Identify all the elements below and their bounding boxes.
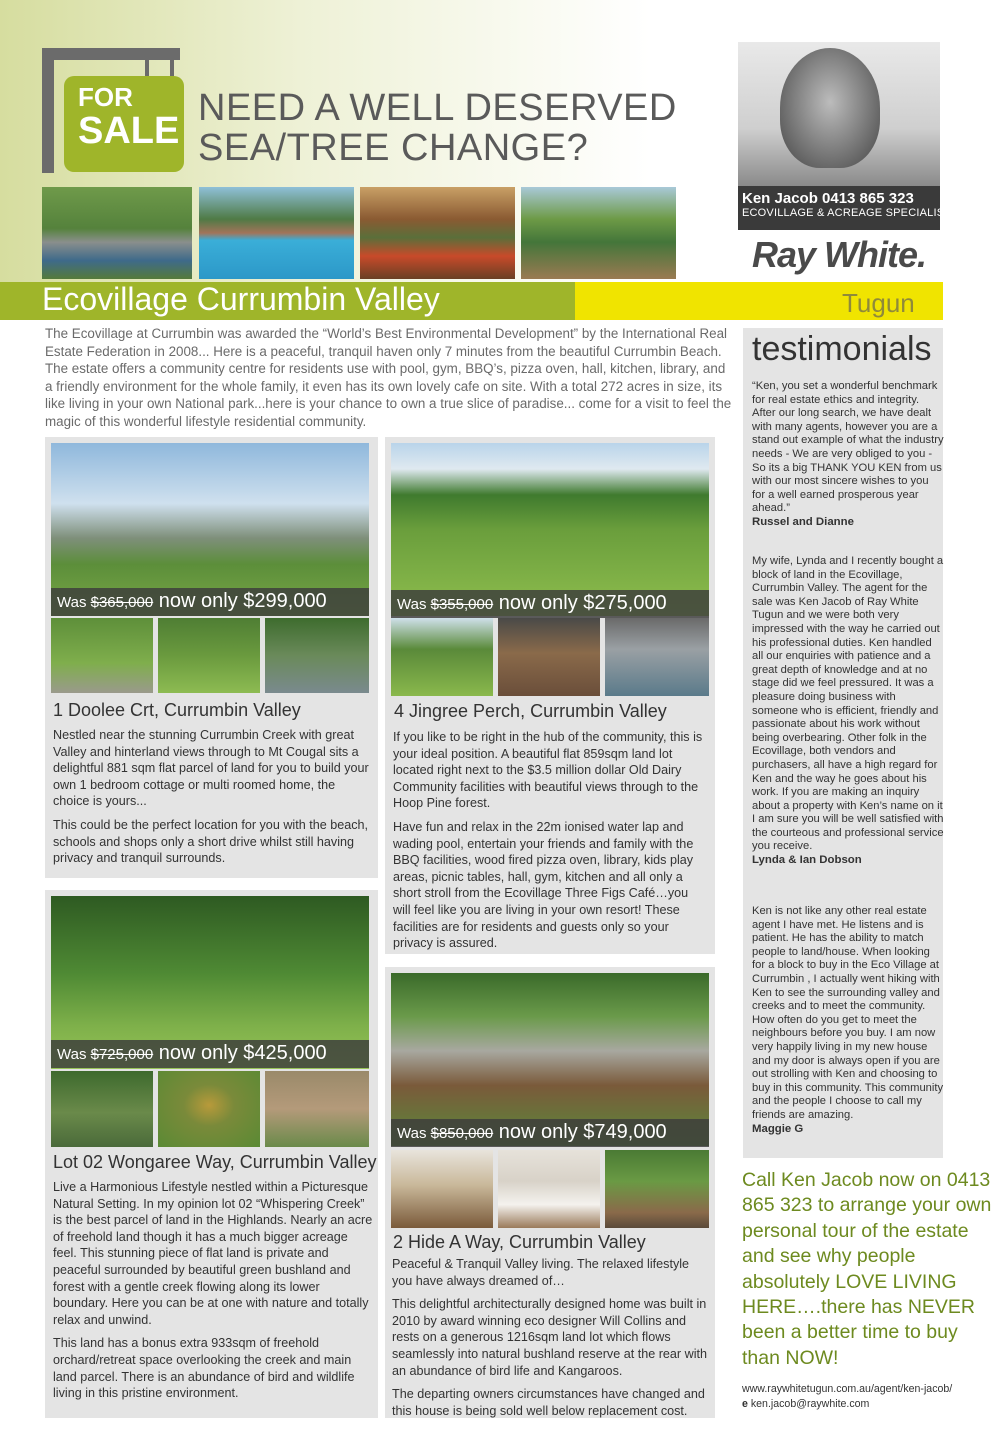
price-bar — [51, 1040, 369, 1068]
listing-address: 1 Doolee Crt, Currumbin Valley — [53, 700, 301, 720]
cafe-photo — [360, 187, 515, 279]
listing-description — [392, 1256, 710, 1426]
listing-thumb-photo — [391, 1150, 493, 1228]
testimonials-heading: testimonials — [752, 330, 932, 368]
listing-paragraph: This could be the perfect location for you with the beach, schools and shops only a short drive whilst still having privacy and tranquil surrounds. — [53, 817, 369, 866]
now-price: $749,000 — [583, 1121, 667, 1143]
was-price: $850,000 — [430, 1125, 494, 1142]
testimonial-author: Russel and Dianne — [752, 515, 854, 528]
agent-title: ECOVILLAGE & ACREAGE SPECIALIST — [742, 207, 952, 219]
page-title: Ecovillage Currumbin Valley — [42, 281, 440, 317]
testimonial-author: Lynda & Ian Dobson — [752, 854, 862, 867]
listing-paragraph: The departing owners circumstances have changed and this house is being sold well below replacement cost. — [392, 1387, 705, 1418]
bird-photo — [158, 1071, 260, 1147]
listing-thumb-photo — [158, 618, 260, 693]
was-price: $355,000 — [430, 596, 494, 613]
website-link[interactable]: www.raywhitetugun.com.au/agent/ken-jacob/ — [742, 1383, 953, 1395]
headline-line-1: NEED A WELL DESERVED — [198, 87, 677, 129]
listing-description — [53, 727, 371, 874]
office-name: Tugun — [842, 288, 915, 318]
now-label: now only — [493, 592, 584, 614]
listing-thumb-photo — [51, 618, 153, 693]
listing-paragraph: Peaceful & Tranquil Valley living. The relaxed lifestyle you have always dreamed of… — [392, 1257, 690, 1288]
listing-thumb-photo — [265, 618, 369, 693]
testimonial-author: Maggie G — [752, 1122, 804, 1135]
was-label: Was — [397, 596, 431, 613]
was-label: Was — [397, 1125, 431, 1142]
was-price: $365,000 — [90, 594, 154, 611]
sign-arm — [42, 48, 180, 60]
was-label: Was — [57, 594, 91, 611]
now-price: $275,000 — [583, 592, 667, 614]
for-sale-sign — [64, 76, 184, 172]
testimonial — [752, 905, 944, 1136]
sign-line-1: FOR — [78, 82, 133, 112]
listing-thumb-photo — [498, 618, 600, 696]
agent-name: Ken Jacob 0413 865 323 — [742, 190, 914, 207]
listing-address: Lot 02 Wongaree Way, Currumbin Valley — [53, 1152, 377, 1172]
was-price: $725,000 — [90, 1046, 154, 1063]
testimonial — [752, 555, 944, 868]
price-bar — [51, 588, 369, 616]
email-label: e — [742, 1398, 748, 1410]
pool-photo — [199, 187, 354, 279]
listing-thumb-photo — [605, 618, 709, 696]
testimonial-text: My wife, Lynda and I recently bought a block of land in the Ecovillage, Currumbin Valley. The agent for the sale was Ken Jacob of Ray White Tugun and we were both very impressed with the way he carried out his professional duties. Ken handled all our enquiries with patience and a great depth of knowledge and at no stage did we feel pressured. It was a pleasure doing business with someone who is efficient, friendly and passionate about his work without being overbearing. Other folk in the Ecovillage, both vendors and purchasers, all have a high regard for Ken and the way he goes about his work. If you are making an inquiry about a property with Ken’s name on it I am sure you will be well satisfied with the courteous and professional service you receive. — [752, 555, 944, 853]
now-price: $299,000 — [243, 590, 327, 612]
call-to-action: Call Ken Jacob now on 0413 865 323 to arrange your own personal tour of the estate and see why people absolutely LOVE LIVING HERE….there has NEVER been a better time to buy than NOW! — [742, 1169, 992, 1369]
listing-paragraph: Nestled near the stunning Currumbin Creek with great Valley and hinterland views through to Mt Cougal sits a delightful 881 sqm flat parcel of land for you to build your own 1 bedroom cottage or multi roomed home, the choice is yours... — [53, 728, 369, 809]
listing-paragraph: This land has a bonus extra 933sqm of freehold orchard/retreat space overlooking the creek and main land parcel. There is an abundance of bird and wildlife living in this pristine environment. — [53, 1336, 355, 1401]
agent-label — [738, 186, 952, 230]
listing-paragraph: This delightful architecturally designed home was built in 2010 by award winning eco designer Will Collins and rests on a generous 1216sqm land lot which flows seamlessly into natural bushland reserve at the rear with an abundance of bird life and Kangaroos. — [392, 1297, 708, 1378]
contact-footer — [742, 1382, 992, 1412]
now-label: now only — [153, 590, 244, 612]
creek-rocks-photo — [42, 187, 192, 279]
listing-address: 2 Hide A Way, Currumbin Valley — [393, 1232, 646, 1252]
listing-description — [393, 729, 709, 959]
headline-line-2: SEA/TREE CHANGE? — [198, 127, 589, 169]
now-price: $425,000 — [243, 1042, 327, 1064]
testimonial-text: “Ken, you set a wonderful benchmark for real estate ethics and integrity. After our long search, we have dealt with many agents, however you are a stand out example of what the industry needs - We are very obliged to you - So its a big THANK YOU KEN from us with our most sincere wishes to you for a well earned prosperous year ahead.” — [752, 380, 944, 515]
listing-paragraph: Have fun and relax in the 22m ionised water lap and wading pool, entertain your friends and family with the BBQ facilities, wood fired pizza oven, library, kids play areas, picnic tables, hall, gym, kitchen and all only a short stroll from the Ecovillage Three Figs Café…you will feel like you are living in your own resort! These facilities are for residents and guests only so your privacy is assured. — [393, 819, 694, 951]
listing-thumb-photo — [391, 618, 493, 696]
deck-photo — [521, 187, 676, 279]
listing-description — [53, 1179, 373, 1409]
now-label: now only — [153, 1042, 244, 1064]
listing-thumb-photo — [605, 1150, 709, 1228]
price-bar — [391, 1119, 709, 1147]
listing-thumb-photo — [498, 1150, 600, 1228]
testimonial-text: Ken is not like any other real estate agent I have met. He listens and is patient. He has the ability to match people to land/house. When looking for a block to buy in the Eco Village at Currumbin , I actually went hiking with Ken to see the surrounding valley and creeks and to meet the community. How often do you get to meet the neighbours before you buy. I am now very happily living in my new house and my door is always open if you are out strolling with Ken and choosing to buy in this community. This community and the people I choose to call my friends are amazing. — [752, 905, 944, 1121]
headline — [198, 88, 718, 168]
brand-logo: Ray White. — [751, 234, 927, 275]
listing-paragraph: Live a Harmonious Lifestyle nestled within a Picturesque Natural Setting. In my opinion lot 02 “Whispering Creek” is the best parcel of land in the Highlands. Nearly an acre of freehold land though it has a much bigger acreage feel. This stunning piece of flat land is private and peaceful surrounded by beautiful green bushland and forest with a gentle creek flowing along its lower boundary. Here you can be at one with nature and totally relax and unwind. — [53, 1180, 373, 1327]
listing-thumb-photo — [51, 1071, 153, 1147]
sign-post — [42, 48, 54, 173]
now-label: now only — [493, 1121, 584, 1143]
sign-line-2: SALE — [78, 110, 180, 152]
listing-paragraph: If you like to be right in the hub of the community, this is your ideal position. A beautiful flat 859sqm land lot located right next to the $3.5 million dollar Old Dairy Community facilities with beautiful views through to the Hoop Pine forest. — [393, 730, 703, 811]
agent-face — [780, 48, 880, 168]
testimonial — [752, 380, 944, 530]
was-label: Was — [57, 1046, 91, 1063]
price-bar — [391, 590, 709, 618]
email-line — [742, 1397, 992, 1412]
kangaroo-photo — [265, 1071, 369, 1147]
listing-address: 4 Jingree Perch, Currumbin Valley — [394, 701, 667, 721]
intro-paragraph: The Ecovillage at Currumbin was awarded the “World’s Best Environmental Development” by the International Real Estate Federation in 2008... Here is a peaceful, tranquil haven only 7 minutes from the beautiful Currumbin Beach. The estate offers a community centre for residents use with pool, gym, BBQ’s, pizza oven, hall, kitchen, library, and a friendly environment for the whole family, it even has its own lovely cafe on site. With a total 272 acres in size, its like living in your own National park...here is your chance to own a true slice of paradise... come for a visit to feel the magic of this wonderful lifestyle residential community. — [45, 326, 732, 429]
email-link[interactable]: ken.jacob@raywhite.com — [750, 1398, 870, 1410]
